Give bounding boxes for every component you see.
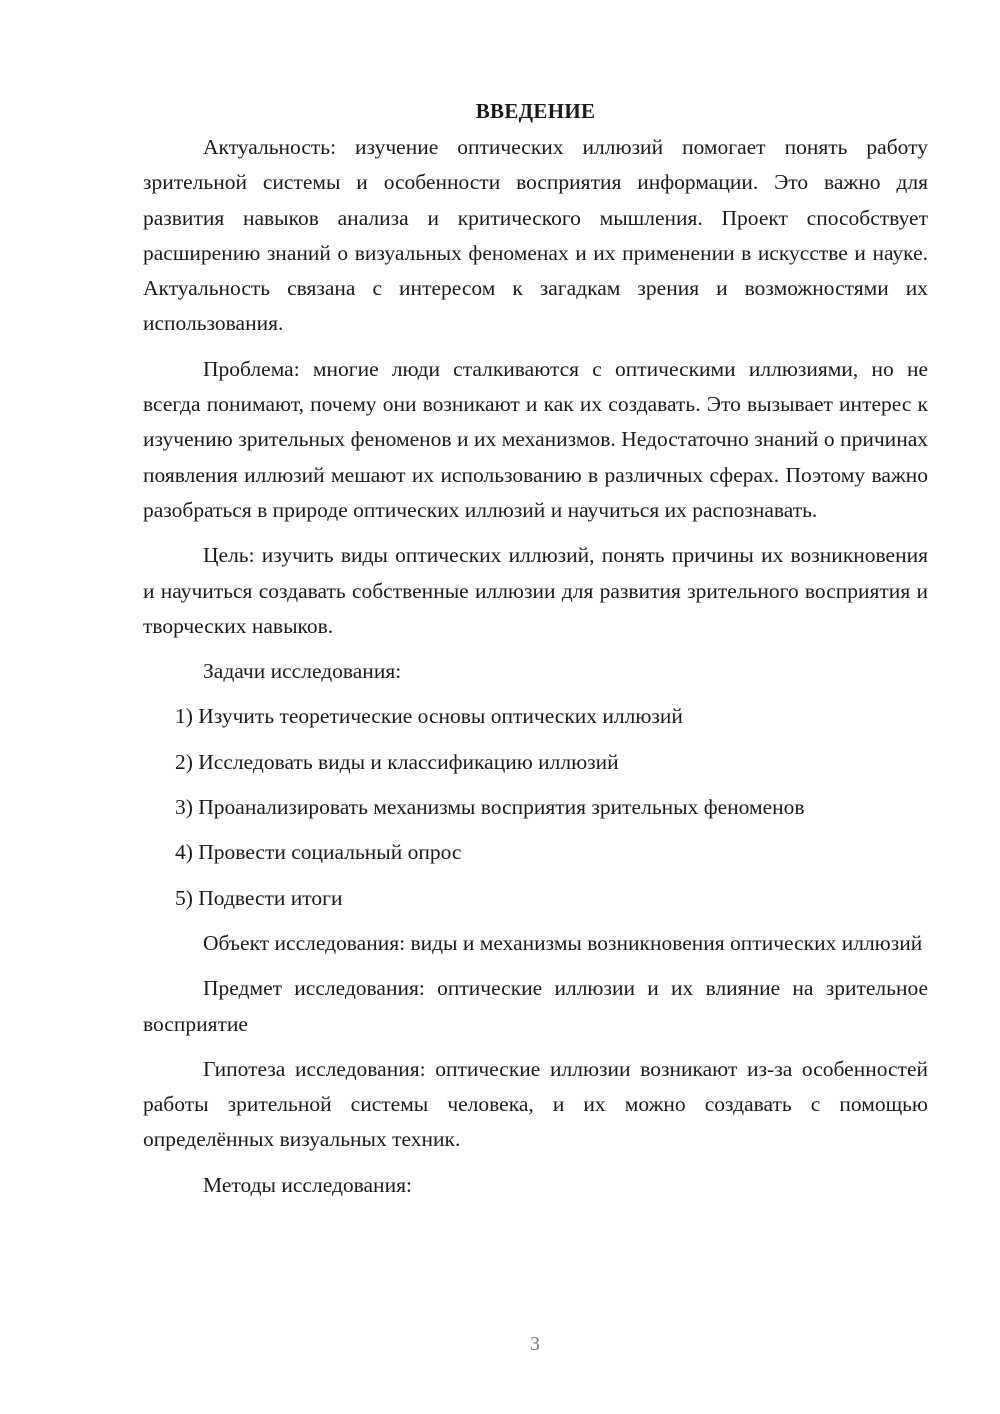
tasks-list bbox=[143, 699, 928, 915]
object-paragraph: Объект исследования: виды и механизмы возникновения оптических иллюзий bbox=[203, 930, 923, 955]
problem-paragraph: Проблема: многие люди сталкиваются с оптическими иллюзиями, но не всегда понимают, почему они возникают и как их создавать. Это вызывает интерес к изучению зрительных феноменов и их механизмов. Недостаточно знаний о причинах появления иллюзий мешают их использованию в различных сферах. Поэтому важно разобраться в природе оптических иллюзий и научиться их распознавать. bbox=[143, 356, 928, 522]
list-item: 4) Провести социальный опрос bbox=[175, 840, 462, 865]
list-item: 2) Исследовать виды и классификацию иллюзий bbox=[175, 749, 619, 774]
hypothesis-paragraph: Гипотеза исследования: оптические иллюзии возникают из-за особенностей работы зрительной системы человека, и их можно создавать с помощью определённых визуальных техник. bbox=[143, 1056, 928, 1152]
relevance-paragraph: Актуальность: изучение оптических иллюзий помогает понять работу зрительной системы и особенности восприятия информации. Это важно для развития навыков анализа и критического мышления. Проект способствует расширению знаний о визуальных феноменах и их применении в искусстве и науке. Актуальность связана с интересом к загадкам зрения и возможностями их использования. bbox=[143, 135, 928, 336]
section-title: ВВЕДЕНИЕ bbox=[475, 99, 596, 123]
document-page bbox=[143, 96, 928, 1213]
page-number: 3 bbox=[530, 1333, 540, 1355]
subject-paragraph: Предмет исследования: оптические иллюзии и их влияние на зрительное восприятие bbox=[143, 976, 928, 1036]
list-item: 5) Подвести итоги bbox=[175, 885, 343, 910]
list-item: 1) Изучить теоретические основы оптических иллюзий bbox=[175, 704, 683, 729]
methods-heading: Методы исследования: bbox=[203, 1172, 412, 1197]
list-item: 3) Проанализировать механизмы восприятия зрительных феноменов bbox=[175, 795, 805, 820]
tasks-heading: Задачи исследования: bbox=[203, 659, 402, 684]
goal-paragraph: Цель: изучить виды оптических иллюзий, понять причины их возникновения и научиться создавать собственные иллюзии для развития зрительного восприятия и творческих навыков. bbox=[143, 543, 928, 638]
